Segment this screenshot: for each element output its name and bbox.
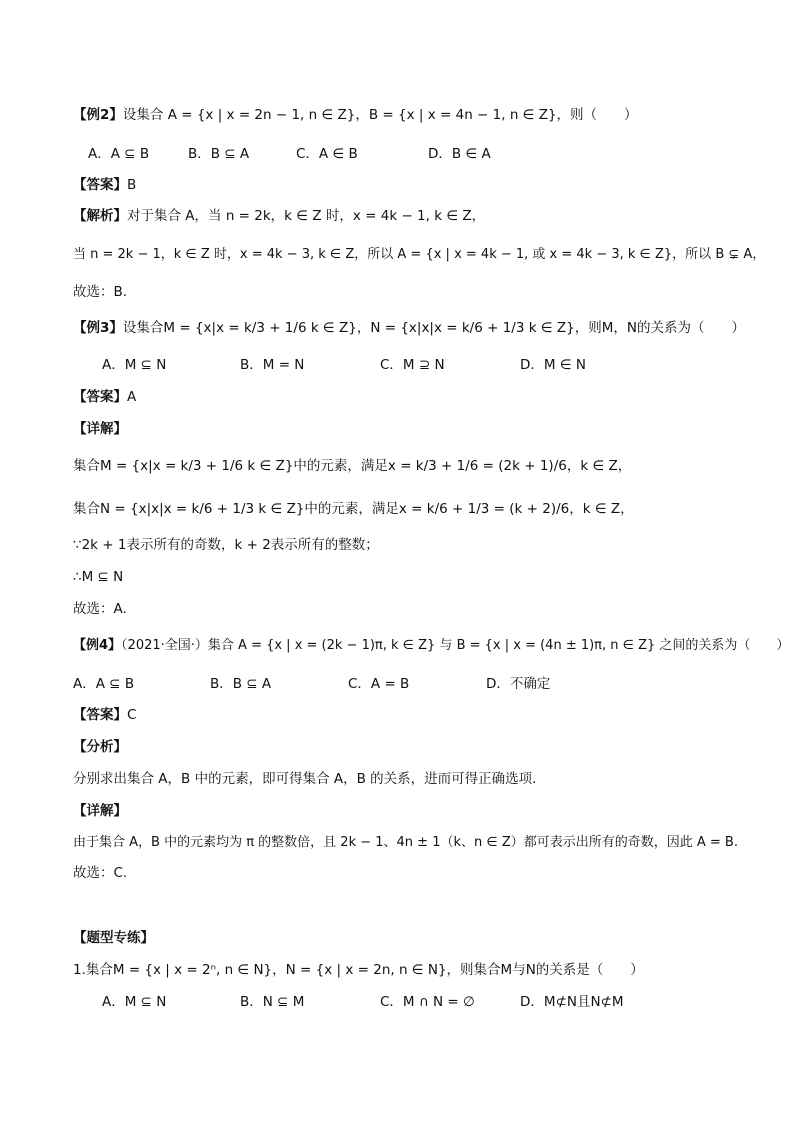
ex2-analysis-text1: 对于集合 A，当 n = 2k，k ∈ Z 时，x = 4k − 1, k ∈ Z， bbox=[127, 208, 486, 224]
ex4-stem-line bbox=[73, 637, 789, 655]
ex3-option-d: D．M ∈ N bbox=[520, 357, 586, 373]
ex4-conclusion: 故选：C. bbox=[73, 865, 128, 881]
ex4-option-d: D．不确定 bbox=[486, 676, 551, 692]
ex2-option-d: D．B ∈ A bbox=[428, 146, 491, 162]
ex2-conclusion: 故选：B. bbox=[73, 284, 128, 300]
practice-title: 【题型专练】 bbox=[73, 930, 154, 946]
ex2-analysis-line1 bbox=[73, 207, 485, 225]
ex2-stem-line bbox=[73, 106, 638, 124]
ex3-answer-label: 【答案】 bbox=[73, 389, 127, 405]
ex4-option-c: C．A = B bbox=[348, 676, 410, 692]
ex3-detail-line3: ∵2k + 1表示所有的奇数，k + 2表示所有的整数； bbox=[73, 537, 379, 553]
ex4-stem: 集合 A = {x | x = (2k − 1)π, k ∈ Z} 与 B = {x | x = (4n ± 1)π, n ∈ Z} 之间的关系为（ ） bbox=[207, 638, 790, 653]
ex4-option-a: A．A ⊆ B bbox=[73, 676, 135, 692]
ex2-tag: 【例2】 bbox=[73, 107, 123, 123]
ex3-detail-line2: 集合N = {x|x|x = k/6 + 1/3 k ∈ Z}中的元素，满足x = k/6 + 1/3 = (k + 2)/6，k ∈ Z， bbox=[73, 501, 634, 517]
ex4-analysis: 分别求出集合 A，B 中的元素，即可得集合 A，B 的关系，进而可得正确选项. bbox=[73, 771, 537, 787]
ex4-answer-label: 【答案】 bbox=[73, 707, 127, 723]
ex2-stem: 设集合 A = {x | x = 2n − 1, n ∈ Z}，B = {x | x = 4n − 1, n ∈ Z}，则（ ） bbox=[122, 107, 638, 123]
ex2-answer: B bbox=[127, 177, 137, 193]
ex2-option-a: A．A ⊆ B bbox=[88, 146, 150, 162]
practice-q1-option-a: A．M ⊆ N bbox=[102, 994, 167, 1010]
ex4-detail: 由于集合 A，B 中的元素均为 π 的整数倍，且 2k − 1、4n ± 1（k、n ∈ Z）都可表示出所有的奇数，因此 A = B. bbox=[73, 835, 738, 850]
ex2-answer-label: 【答案】 bbox=[73, 177, 127, 193]
ex3-option-c: C．M ⊇ N bbox=[380, 357, 445, 373]
ex4-detail-label: 【详解】 bbox=[73, 803, 127, 819]
ex4-analysis-label: 【分析】 bbox=[73, 739, 127, 755]
ex4-answer-line bbox=[73, 706, 136, 724]
practice-q1-stem: 1.集合M = {x | x = 2ⁿ, n ∈ N}，N = {x | x = 2n, n ∈ N}，则集合M与N的关系是（ ） bbox=[73, 962, 644, 978]
ex4-tag: 【例4】 bbox=[73, 638, 122, 653]
ex3-option-b: B．M = N bbox=[240, 357, 305, 373]
practice-q1-option-c: C．M ∩ N = ∅ bbox=[380, 994, 475, 1010]
ex3-stem-line bbox=[73, 319, 745, 337]
practice-q1-option-d: D．M⊄N且N⊄M bbox=[520, 994, 624, 1010]
ex4-source: （2021·全国·） bbox=[121, 638, 208, 653]
practice-q1-option-b: B．N ⊆ M bbox=[240, 994, 305, 1010]
ex4-option-b: B．B ⊆ A bbox=[210, 676, 272, 692]
ex3-detail-line1: 集合M = {x|x = k/3 + 1/6 k ∈ Z}中的元素，满足x = k/3 + 1/6 = (2k + 1)/6，k ∈ Z， bbox=[73, 458, 632, 474]
ex3-conclusion: 故选：A. bbox=[73, 601, 127, 617]
ex3-tag: 【例3】 bbox=[73, 320, 123, 336]
ex2-analysis-line2: 当 n = 2k − 1，k ∈ Z 时，x = 4k − 3, k ∈ Z，所以 A = {x | x = 4k − 1, 或 x = 4k − 3, k ∈ Z}，所以 B ⊊ A， bbox=[73, 247, 766, 262]
ex2-analysis-label: 【解析】 bbox=[73, 208, 127, 224]
ex3-detail-line4: ∴M ⊆ N bbox=[73, 569, 124, 585]
ex2-option-b: B．B ⊆ A bbox=[188, 146, 250, 162]
ex3-stem: 设集合M = {x|x = k/3 + 1/6 k ∈ Z}，N = {x|x|x = k/6 + 1/3 k ∈ Z}，则M，N的关系为（ ） bbox=[122, 320, 745, 336]
ex4-answer: C bbox=[127, 707, 137, 723]
ex3-answer: A bbox=[127, 389, 137, 405]
ex3-answer-line bbox=[73, 388, 136, 406]
ex2-answer-line bbox=[73, 176, 136, 194]
ex3-detail-label: 【详解】 bbox=[73, 421, 127, 437]
ex2-option-c: C．A ∈ B bbox=[296, 146, 358, 162]
ex3-option-a: A．M ⊆ N bbox=[102, 357, 167, 373]
